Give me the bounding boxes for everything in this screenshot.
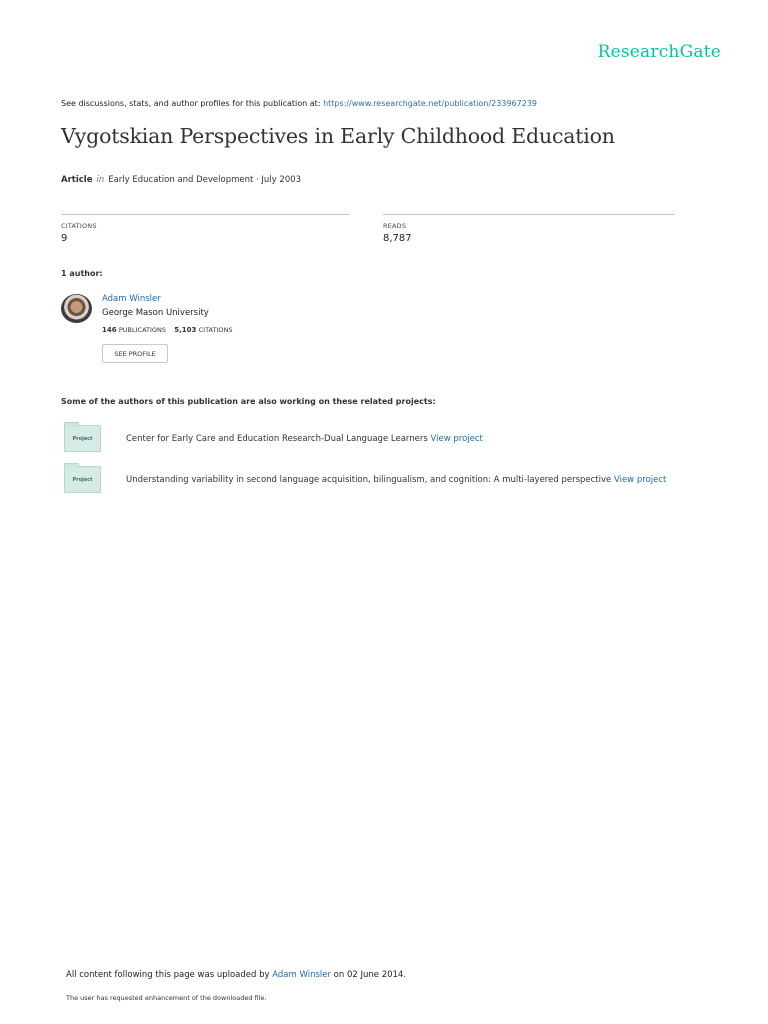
view-project-link[interactable]: View project <box>430 434 483 444</box>
project-folder-icon <box>64 425 101 452</box>
author-publications-count: 146 <box>102 326 117 334</box>
in-word: in <box>96 175 105 185</box>
enhancement-note: The user has requested enhancement of the downloaded file. <box>66 994 267 1002</box>
see-discussions-text: See discussions, stats, and author profiles for this publication at: <box>61 99 324 108</box>
project-icon-label: Project <box>72 436 93 442</box>
project-title: Understanding variability in second language acquisition, bilingualism, and cognition: A multi-layered perspective <box>126 475 612 485</box>
citations-value: 9 <box>61 233 68 244</box>
project-folder-icon <box>64 466 101 493</box>
reads-stat <box>383 214 675 244</box>
author-name-link[interactable]: Adam Winsler <box>102 294 161 304</box>
view-project-link[interactable]: View project <box>613 475 667 485</box>
author-publications-label: PUBLICATIONS <box>118 326 167 334</box>
see-discussions-line <box>61 99 537 108</box>
publication-url-link[interactable]: https://www.researchgate.net/publication/233967239 <box>323 99 537 108</box>
project-text <box>126 434 483 444</box>
author-stats <box>102 326 239 334</box>
journal-date: Early Education and Development · July 2003 <box>108 175 302 185</box>
footer-upload-line <box>66 970 406 980</box>
uploaded-suffix: on 02 June 2014. <box>330 970 407 980</box>
researchgate-logo[interactable]: ResearchGate <box>597 42 721 62</box>
uploader-name-link[interactable]: Adam Winsler <box>272 970 331 980</box>
publication-type: Article <box>61 175 93 185</box>
project-text <box>126 475 666 485</box>
publication-title: Vygotskian Perspectives in Early Childhood Education <box>61 124 615 148</box>
project-title: Center for Early Care and Education Research-Dual Language Learners <box>126 434 428 444</box>
reads-label: READS <box>383 222 407 230</box>
citations-label: CITATIONS <box>61 222 97 230</box>
authors-heading: 1 author: <box>61 269 103 278</box>
citations-stat <box>61 214 350 244</box>
project-row <box>61 425 701 453</box>
related-projects-heading: Some of the authors of this publication are also working on these related projects: <box>61 397 436 406</box>
author-citations-label: CITATIONS <box>198 326 233 334</box>
uploaded-prefix: All content following this page was uploaded by <box>66 970 273 980</box>
project-icon-label: Project <box>72 477 93 483</box>
see-profile-button[interactable]: SEE PROFILE <box>102 344 168 363</box>
author-institution: George Mason University <box>102 308 209 318</box>
author-citations-count: 5,103 <box>174 326 197 334</box>
reads-value: 8,787 <box>383 233 412 244</box>
author-avatar[interactable] <box>61 294 92 323</box>
project-row <box>61 466 701 494</box>
publication-meta <box>61 175 301 185</box>
